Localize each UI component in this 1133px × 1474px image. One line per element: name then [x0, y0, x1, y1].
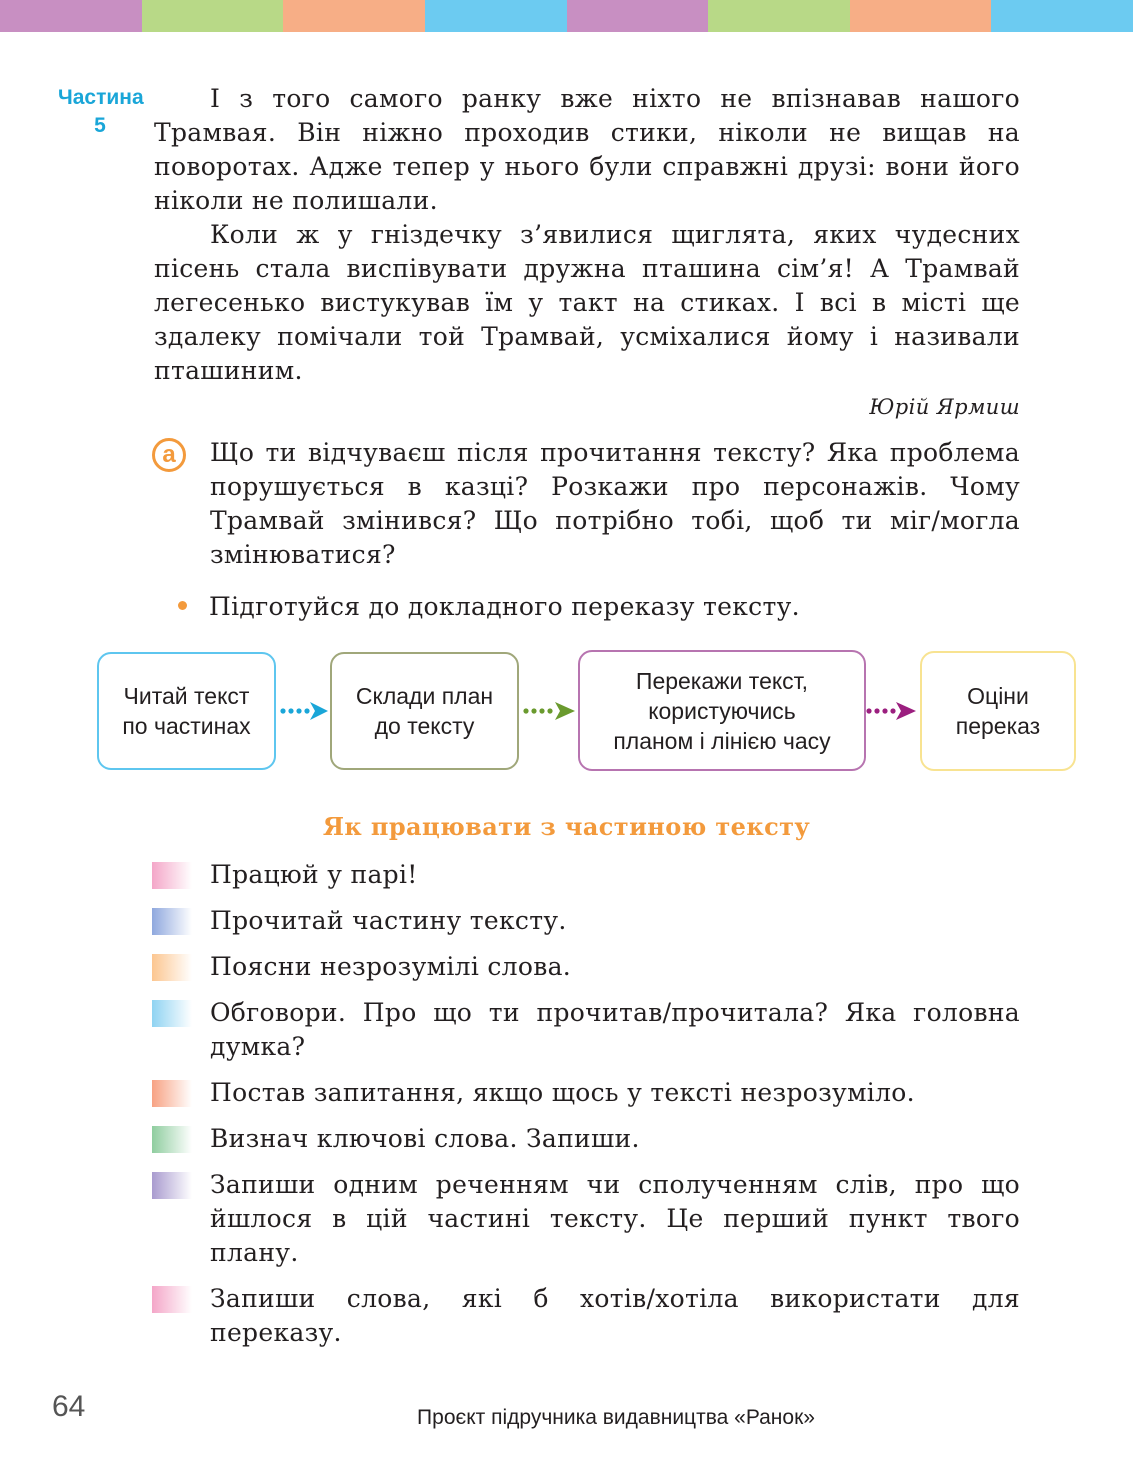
top-color-strip: [0, 0, 1133, 32]
step-color-swatch: [152, 1172, 192, 1199]
step-color-swatch: [152, 908, 192, 935]
arrow-dot: [288, 708, 293, 713]
flow-arrow-icon: [523, 700, 577, 722]
flow-step-line: Читай текст: [123, 683, 250, 709]
step-text: Працюй у парі!: [210, 860, 418, 889]
step-text: Постав запитання, якщо щось у тексті незрозуміло.: [210, 1078, 915, 1107]
flow-step-line: до тексту: [374, 713, 475, 739]
arrow-head: [555, 702, 575, 720]
page-number: 64: [52, 1390, 86, 1423]
flow-arrow-icon: [280, 700, 330, 722]
step-item: [152, 1282, 1020, 1350]
flow-step-line: користуючись: [648, 697, 796, 724]
arrow-head: [896, 702, 916, 720]
arrow-dot: [304, 708, 309, 713]
step-color-swatch: [152, 1080, 192, 1107]
strip-segment: [142, 0, 284, 32]
arrow-head: [310, 702, 328, 720]
arrow-dot: [874, 708, 879, 713]
strip-segment: [425, 0, 567, 32]
steps-list: [152, 858, 1020, 1362]
step-item: [152, 950, 1020, 984]
arrow-dot: [539, 708, 544, 713]
step-item: [152, 1122, 1020, 1156]
section-title: Як працювати з частиною тексту: [322, 812, 811, 841]
step-color-swatch: [152, 1000, 192, 1027]
step-color-swatch: [152, 862, 192, 889]
strip-segment: [567, 0, 709, 32]
step-item: [152, 1076, 1020, 1110]
arrow-dot: [882, 708, 887, 713]
flow-step-retell: [578, 650, 866, 771]
task-block: [152, 436, 1020, 572]
part-label-number: 5: [94, 114, 106, 137]
arrow-dot: [280, 708, 285, 713]
strip-segment: [850, 0, 992, 32]
step-text: Запиши слова, які б хотів/хотіла використати для переказу.: [210, 1284, 1020, 1347]
step-color-swatch: [152, 954, 192, 981]
arrow-dots: [280, 708, 309, 713]
step-color-swatch: [152, 1126, 192, 1153]
bullet-dot-icon: [178, 601, 187, 610]
strip-segment: [0, 0, 142, 32]
flow-step-read: [97, 652, 276, 770]
flow-step-line: Оціни: [967, 683, 1029, 709]
flow-step-line: Перекажи текст,: [635, 667, 809, 694]
arrow-dot: [890, 708, 895, 713]
footer-text: Проєкт підручника видавництва «Ранок»: [417, 1406, 815, 1429]
arrow-dot: [296, 708, 301, 713]
task-bullet-text: Підготуйся до докладного переказу тексту.: [209, 592, 800, 621]
step-text: Поясни незрозумілі слова.: [210, 952, 572, 981]
story-author: Юрій Ярмиш: [869, 395, 1020, 419]
part-label: [58, 84, 142, 140]
step-item: [152, 858, 1020, 892]
story-text: [154, 82, 1020, 388]
flow-arrow-icon: [866, 700, 918, 722]
step-text: Визнач ключові слова. Запиши.: [210, 1124, 640, 1153]
step-item: [152, 1168, 1020, 1270]
arrow-dots: [866, 708, 895, 713]
part-label-word: Частина: [58, 86, 144, 109]
step-color-swatch: [152, 1286, 192, 1313]
story-paragraph: І з того самого ранку вже ніхто не впізнавав нашого Трамвая. Він ніжно проходив стики, ніколи не вищав на поворотах. Адже тепер у нього були справжні друзі: вони його ніколи не полишали.: [154, 84, 1020, 215]
flow-step-line: по частинах: [122, 713, 251, 739]
arrow-dot: [531, 708, 536, 713]
step-text: Прочитай частину тексту.: [210, 906, 567, 935]
task-bullet: [178, 590, 800, 624]
task-text: Що ти відчуваєш після прочитання тексту? Яка проблема порушується в казці? Розкажи про персонажів. Чому Трамвай змінився? Що потрібно тобі, щоб ти міг/могла змінюватися?: [210, 438, 1020, 569]
strip-segment: [283, 0, 425, 32]
story-paragraph: Коли ж у гніздечку з’явилися щиглята, яких чудесних пісень стала виспівувати дружна пташина сім’я! А Трамвай легесенько вистукував їм у такт на стиках. І всі в місті ще здалеку помічали той Трамвай, усміхалися йому і називали пташиним.: [154, 220, 1020, 385]
arrow-dot: [547, 708, 552, 713]
task-badge-icon: а: [152, 438, 186, 472]
flow-step-line: переказ: [955, 713, 1041, 739]
strip-segment: [708, 0, 850, 32]
step-item: [152, 996, 1020, 1064]
step-text: Запиши одним реченням чи сполученням слів, про що йшлося в цій частині тексту. Це перший пункт твого плану.: [210, 1170, 1020, 1267]
flow-step-evaluate: [920, 651, 1076, 771]
arrow-dot: [523, 708, 528, 713]
flow-step-line: планом і лінією часу: [613, 727, 831, 754]
arrow-dots: [523, 708, 552, 713]
step-text: Обговори. Про що ти прочитав/прочитала? Яка головна думка?: [210, 998, 1020, 1061]
flow-step-line: Склади план: [355, 683, 494, 709]
arrow-dot: [866, 708, 871, 713]
flow-step-plan: [330, 652, 519, 770]
step-item: [152, 904, 1020, 938]
strip-segment: [991, 0, 1133, 32]
